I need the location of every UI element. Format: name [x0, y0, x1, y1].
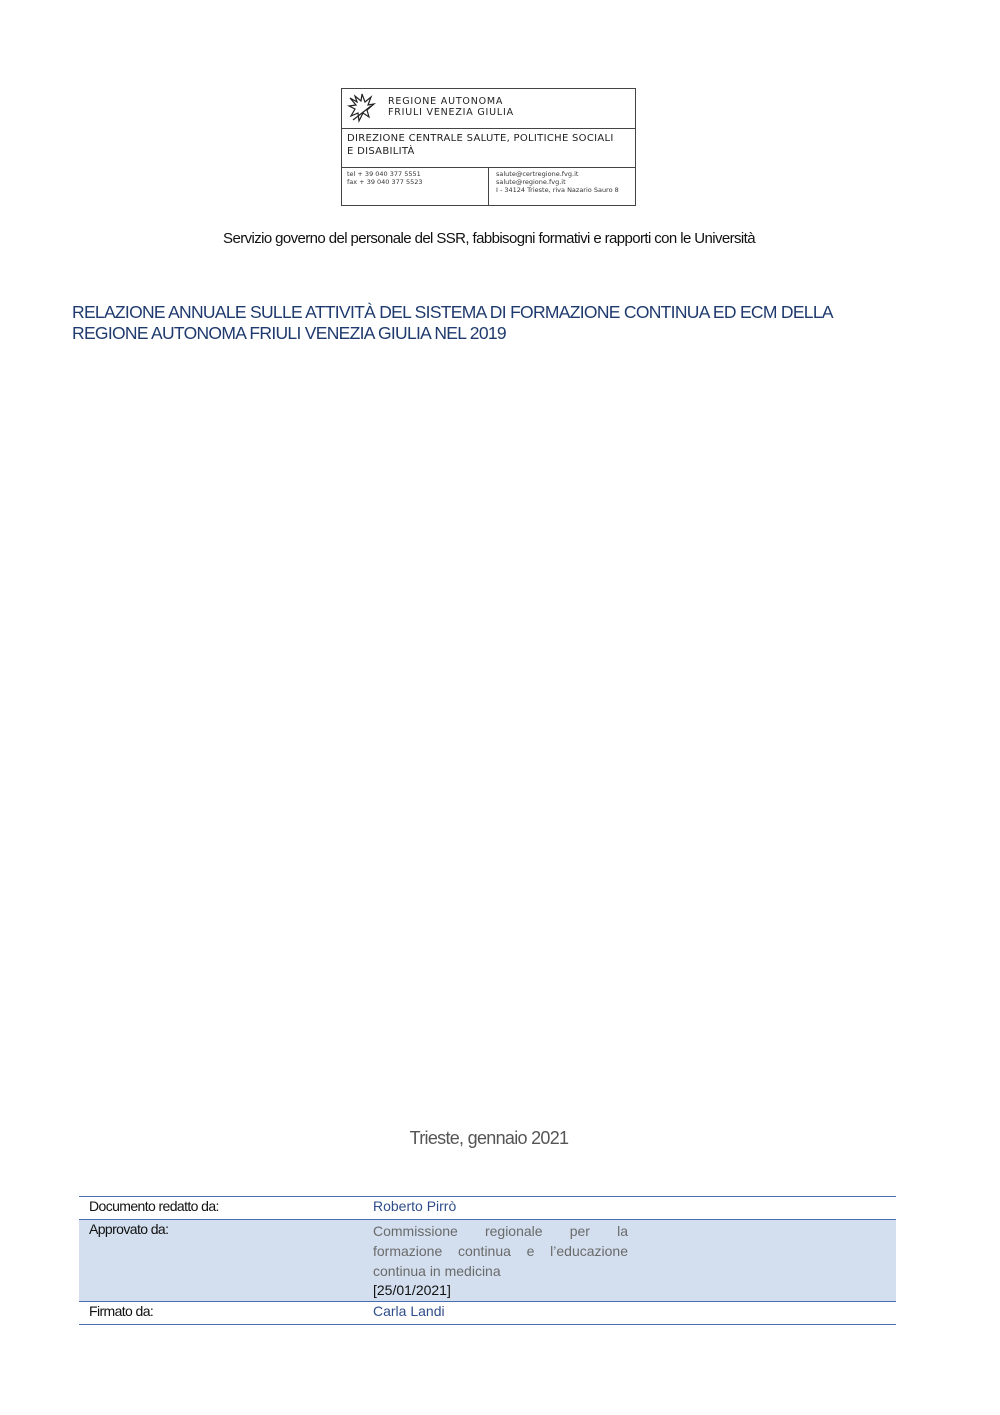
signed-label: Firmato da: [79, 1302, 363, 1325]
drafted-row [79, 1197, 896, 1220]
eagle-emblem-icon [347, 92, 377, 124]
document-title [72, 302, 932, 344]
contact-tel: tel + 39 040 377 5551 [347, 170, 421, 178]
approved-row [79, 1220, 896, 1302]
contact-divider [488, 167, 489, 206]
region-name-line1: REGIONE AUTONOMA [388, 96, 504, 107]
approved-date: [25/01/2021] [373, 1282, 451, 1298]
drafted-label: Documento redatto da: [79, 1197, 363, 1220]
contact-address: I - 34124 Trieste, riva Nazario Sauro 8 [496, 186, 619, 194]
approved-cell [363, 1220, 896, 1302]
contact-email: salute@regione.fvg.it [496, 178, 566, 186]
service-name: Servizio governo del personale del SSR, fabbisogni formativi e rapporti con le Università [223, 230, 755, 247]
region-name [388, 96, 514, 118]
signed-value: Carla Landi [363, 1302, 896, 1325]
logo-header [342, 89, 635, 129]
signature-table [79, 1196, 896, 1325]
drafted-value: Roberto Pirrò [363, 1197, 896, 1220]
logo-contacts [342, 167, 635, 206]
directorate-line2: E DISABILITÀ [347, 146, 415, 157]
signed-row [79, 1302, 896, 1325]
title-line2: REGIONE AUTONOMA FRIULI VENEZIA GIULIA NEL 2019 [72, 323, 506, 343]
region-name-line2: FRIULI VENEZIA GIULIA [388, 107, 514, 118]
logo-directorate [342, 128, 635, 168]
directorate-line1: DIREZIONE CENTRALE SALUTE, POLITICHE SOCIALI [347, 133, 614, 144]
approved-value: Commissione regionale per la formazione continua e l’educazione continua in medicina [373, 1223, 628, 1279]
contact-fax: fax + 39 040 377 5523 [347, 178, 423, 186]
approved-label: Approvato da: [79, 1220, 363, 1302]
title-line1: RELAZIONE ANNUALE SULLE ATTIVITÀ DEL SISTEMA DI FORMAZIONE CONTINUA ED ECM DELLA [72, 302, 833, 322]
region-logo [341, 88, 636, 206]
place-date: Trieste, gennaio 2021 [409, 1128, 569, 1148]
contact-email-cert: salute@certregione.fvg.it [496, 170, 579, 178]
